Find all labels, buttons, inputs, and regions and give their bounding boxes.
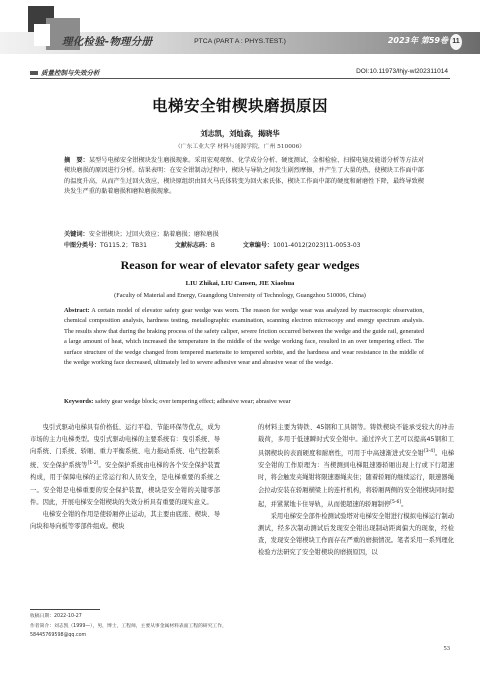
cn-abstract-text: 某型号电梯安全钳楔块发生磨损现象。采用宏观观察、化学成分分析、硬度测试、金相检验、扫描电镜及能谱分析等方法对楔块磨损的原因进行分析。结果表明：在安全钳制动过程中，楔块与导轨之间发生剧烈摩擦，并产生了大量的热，使楔块工作面中部的温度升高，从而产生过回火效应，楔块原组织由回火马氏体转变为回火索氏体，楔块工作面中部的硬度和耐磨性下降，最终导致楔块发生严重的黏着磨损和磨粒磨损现象。 (64, 157, 425, 196)
citation[interactable]: [5-6] (390, 499, 402, 505)
section-marker-icon (30, 71, 38, 75)
body-paragraph: 采用电梯安全部件检测试验塔对电梯安全钳进行模拟电梯运行制动测试，经多次制动测试后发现安全钳出现制动距离偏大的现象，经检查，发现安全钳楔块工作面存在严重的磨损情况。笔者采用一系列理化检验方法研究了安全钳楔块的磨损原因，以 (258, 512, 454, 557)
doi[interactable]: DOI:10.11973/lhjy-wl202311014 (356, 68, 448, 75)
issue-info: 2023年 第59卷 (387, 36, 448, 45)
cn-keywords-text: 安全钳楔块；过回火效应；黏着磨损；磨粒磨损 (88, 231, 219, 238)
body-paragraph: 曳引式驱动电梯具有价格低、运行平稳、节能环保等优点，成为市场的主力电梯类型。曳引式驱动电梯的主要系统有：曳引系统、导向系统、门系统、轿厢、重力平衡系统、电力拖动系统、电气控制系统、安全保护系统等[1-2]。安全保护系统由电梯的各个安全保护装置构成，用于保障电梯的正常运行和人员安全，是电梯重要的系统之一。安全钳是电梯重要的安全保护装置，楔块是安全钳的关键零部件。因此，开展电梯安全钳楔块的失效分析具有重要的现实意义。 (30, 424, 221, 506)
cn-keywords (64, 229, 424, 238)
en-authors: LIU Zhikai, LIU Cansen, JIE Xiaohua (185, 280, 295, 287)
footnote-rule (30, 609, 100, 610)
body-paragraph: 的材料主要为铸铁、45钢和工具钢等。铸铁楔块不能承受较大的冲击载荷，多用于低速瞬时式安全钳中。通过淬火工艺可以提高45钢和工具钢楔块的表面硬度和耐磨性，可用于中高速渐进式安全钳[3-4]。电梯安全钳的工作原理为：当楔测到电梯阻速器轿厢出现上行或下行超速时，将会触发夹绳钳将限速器绳夹住；随着轿厢的继续运行，限速器绳会拉动安装在轿厢横梁上的连杆机构，将轿厢两侧的安全钳楔块同时提起，并紧紧地卡住导轨，从而使超速的轿厢制停[5-6]。 (258, 424, 455, 508)
classification-line (64, 240, 424, 249)
issue-number-badge: 11 (450, 34, 462, 50)
english-title: Reason for wear of elevator safety gear wedges (120, 258, 360, 272)
cn-abstract (64, 156, 424, 198)
en-abstract-label: Abstract: (64, 307, 90, 314)
author-bio: 作者简介：刘志凯（1999—），男，博士，工程师，主要从事金属材料表面工程的研究工作，58445769598@qq.com (30, 623, 227, 639)
citation[interactable]: [3-4] (423, 449, 435, 455)
en-keywords (64, 398, 424, 405)
journal-part: PTCA (PART A : PHYS.TEST.) (194, 38, 286, 45)
journal-name: 理化检验-物理分册 (62, 36, 153, 48)
class-label: 中图分类号： (64, 242, 101, 249)
cn-affiliation: （广东工业大学 材料与能源学院，广州 510006） (174, 144, 306, 150)
body-paragraph: 电梯安全钳的作用是使轿厢停止运动，其主要由底座、楔块、导向块和导向板等零部件组成。楔块 (30, 510, 220, 530)
en-affiliation: (Faculty of Material and Energy, Guangdong University of Technology, Guangzhou 510006, China) (114, 292, 366, 299)
en-keywords-label: Keywords: (64, 398, 94, 405)
en-keywords-text: safety gear wedge block; over tempering effect; adhesive wear; abrasive wear (94, 398, 291, 405)
header-rule (30, 78, 450, 79)
received-date: 收稿日期：2022-10-27 (30, 614, 82, 619)
article-value: 1001-4012(2023)11-0053-03 (272, 242, 361, 249)
journal-header (0, 0, 480, 64)
en-abstract (64, 306, 424, 368)
section-tag-label: 质量控制与失效分析 (41, 69, 100, 77)
code-label: 文献标志码： (174, 242, 211, 249)
page-number: 53 (443, 645, 450, 652)
body-column-left (30, 422, 220, 533)
class-value: TG115.2；TB31 (100, 242, 147, 249)
citation[interactable]: [1-2] (87, 461, 99, 467)
code-value: B (210, 242, 215, 249)
cn-abstract-label: 摘 要： (64, 157, 89, 164)
body-column-right (258, 422, 454, 559)
footnote (30, 612, 230, 641)
cn-authors: 刘志凯，刘灿森，揭晓华 (200, 129, 280, 138)
cn-keywords-label: 关键词： (64, 231, 89, 238)
article-label: 文章编号： (242, 242, 273, 249)
page-title: 电梯安全钳楔块磨损原因 (151, 97, 328, 115)
en-abstract-text: A certain model of elevator safety gear wedge was worn. The reason for wedge wear was analyzed by macroscopic observation, chemical composition analysis, hardness testing, metallographic examination, scanning electron microscopy and energy spectrum analysis. The results show that during the braking process of the safety caliper, severe friction occurred between the wedge and the guide rail, generated a large amount of heat, which increased the temperature in the middle of the wedge working face, resulted in an over tempering effect. The surface structure of the wedge changed from tempered martensite to tempered sorbite, and the hardness and wear resistance in the middle of the wedge working face decreased, ultimately led to severe adhesive wear and abrasive wear of the wedge. (64, 307, 424, 367)
section-tag (30, 68, 100, 77)
